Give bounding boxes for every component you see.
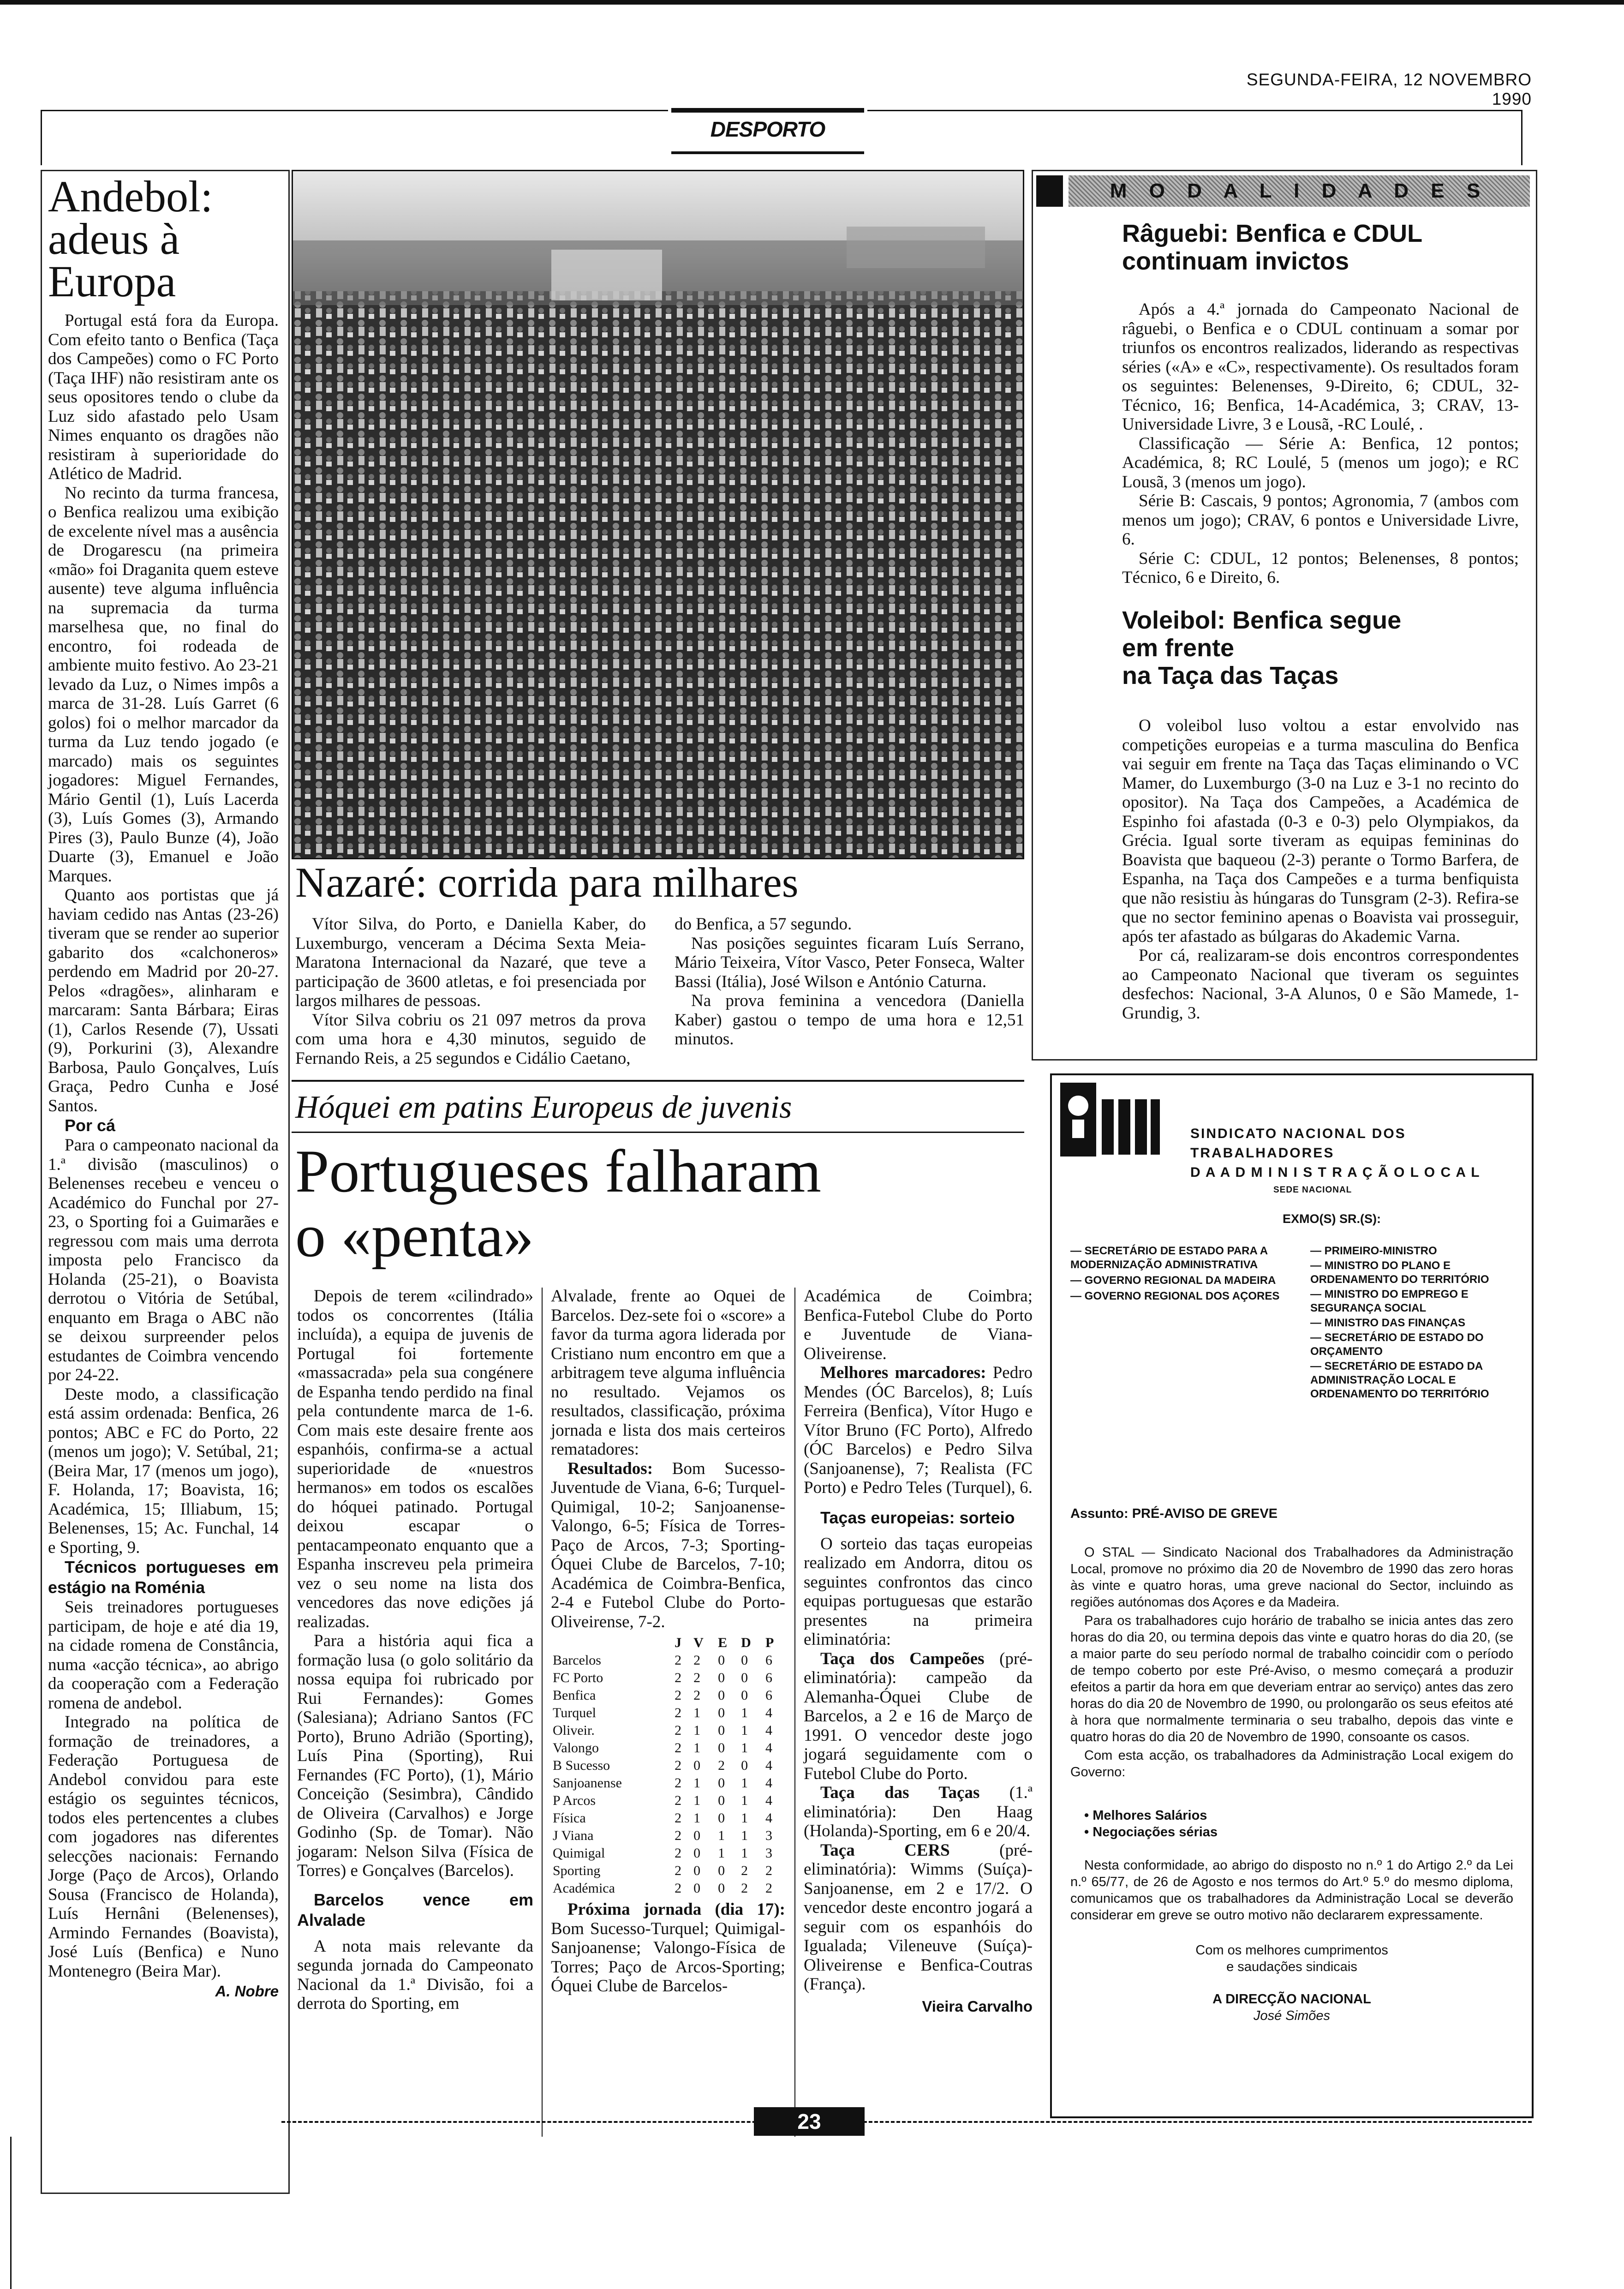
nazare-paragraph: Vítor Silva, do Porto, e Daniella Kaber, do Luxemburgo, venceram a Décima Sexta Meia-Maratona Internacional da Nazaré, que teve a participação de 3600 atletas, e foi presenciada por largos milhares de pessoas.	[295, 915, 646, 1010]
stal-org-line: SINDICATO NACIONAL DOS TRABALHADORES	[1190, 1126, 1406, 1161]
hoquei-results	[551, 1459, 785, 1632]
standings-value: 4	[765, 1705, 772, 1720]
volley-paragraph: O voleibol luso voltou a estar envolvido nas competições europeias e a turma masculina do Benfica vai seguir em frente na Taça das Taças eliminando o VC Mamer, do Luxemburgo (3-0 na Luz e 3-1 no recinto do opositor). Na Taça dos Campeões, a Académica de Espinho foi afastada (0-3 e 0-3) pelo Olympiakos, da Grécia. Igual sorte tiveram as equipas femininas do Boavista que baqueou (2-3) perante o Tormo Barfera, de Espanha, na Taça dos Campeões e a turma benfiquista que não resistiu às húngaras do Tunsgram (2-3). Refira-se que no sector feminino apenas o Boavista vai prosseguir, após ter afastado as búlgaras do Akademic Varna.	[1122, 716, 1519, 946]
standings-value: 0	[718, 1653, 725, 1668]
andebol-body	[48, 311, 279, 1981]
banner-strip	[1069, 175, 1530, 207]
standings-header-cell	[551, 1634, 673, 1652]
stal-recipient: — MINISTRO DO EMPREGO E SEGURANÇA SOCIAL	[1310, 1288, 1469, 1314]
standings-row	[551, 1652, 785, 1669]
standings-value: 2	[675, 1846, 682, 1861]
section-banner	[671, 108, 864, 154]
stal-signature	[1070, 1991, 1513, 2024]
taca-cers	[804, 1841, 1033, 1994]
modalidades-banner	[1036, 175, 1530, 207]
standings-value: 4	[765, 1775, 772, 1791]
standings-row	[551, 1669, 785, 1687]
standings-value: 2	[693, 1670, 701, 1685]
standings-team: Sanjoanense	[553, 1775, 622, 1791]
standings-table	[551, 1634, 785, 1897]
standings-value: 1	[693, 1793, 701, 1808]
standings-row	[551, 1862, 785, 1880]
volley-story	[1122, 606, 1519, 689]
page-number-text: 23	[797, 2109, 821, 2133]
stal-logo-icon	[1060, 1083, 1162, 1166]
standings-header-cell: J	[675, 1635, 682, 1650]
standings-value: 2	[675, 1793, 682, 1808]
andebol-byline-text: A. Nobre	[215, 1983, 279, 2000]
standings-value: 2	[765, 1863, 772, 1878]
rugby-headline-line: continuam invictos	[1122, 247, 1349, 275]
nazare-col2	[675, 915, 1024, 1049]
hoquei-byline	[804, 1997, 1033, 2016]
standings-value: 1	[741, 1810, 748, 1826]
nazare-headline: Nazaré: corrida para milhares	[295, 859, 799, 906]
standings-value: 1	[693, 1740, 701, 1756]
stal-regards	[1070, 1942, 1513, 1975]
standings-header-cell: D	[741, 1635, 751, 1650]
standings-row	[551, 1880, 785, 1897]
stal-recipients-right	[1310, 1244, 1513, 1401]
taca-cers-label: Taça CERS	[820, 1840, 950, 1860]
rugby-headline-line: Râguebi: Benfica e CDUL	[1122, 220, 1423, 247]
standings-value: 1	[718, 1828, 725, 1843]
standings-value: 0	[693, 1846, 701, 1861]
standings-value: 0	[693, 1758, 701, 1773]
stal-subject: Assunto: PRÉ-AVISO DE GREVE	[1070, 1506, 1278, 1521]
standings-value: 2	[675, 1653, 682, 1668]
hoquei-subheading: Taças europeias: sorteio	[820, 1508, 1015, 1527]
rugby-paragraph: Série B: Cascais, 9 pontos; Agronomia, 7 (ambos com menos um jogo); CRAV, 6 pontos e Universidade Livre, 6.	[1122, 491, 1519, 549]
next-round-label: Próxima jornada (dia 17):	[567, 1900, 785, 1919]
taca-campeoes	[804, 1649, 1033, 1784]
hoquei-col3	[804, 1287, 1033, 2016]
frame-left	[41, 110, 42, 165]
bottom-left-mark	[10, 2137, 12, 2289]
standings-value: 6	[765, 1688, 772, 1703]
scorers-text: Pedro Mendes (ÓC Barcelos), 8; Luís Ferreira (Benfica), Vítor Hugo e Vítor Bruno (FC Porto), Alfredo (ÓC Barcelos) e Pedro Silva (Sanjoanense), 7; Realista (FC Porto) e Pedro Teles (Turquel), 6.	[804, 1363, 1033, 1497]
hoquei-subheading: Barcelos vence em Alvalade	[297, 1890, 533, 1929]
standings-value: 6	[765, 1670, 772, 1685]
standings-value: 0	[718, 1740, 725, 1756]
andebol-subheading: Por cá	[65, 1116, 116, 1135]
standings-team: P Arcos	[553, 1793, 596, 1808]
scorers-label: Melhores marcadores:	[820, 1363, 986, 1382]
standings-header	[551, 1634, 785, 1652]
stal-org-line: SEDE NACIONAL	[1273, 1185, 1352, 1195]
hoquei-paragraph: A nota mais relevante da segunda jornada do Campeonato Nacional da 1.ª Divisão, foi a derrota do Sporting, em	[297, 1936, 533, 2013]
standings-value: 2	[675, 1723, 682, 1738]
standings-value: 2	[693, 1653, 701, 1668]
rugby-headline	[1122, 220, 1519, 275]
next-round-text: Bom Sucesso-Turquel; Quimigal-Sanjoanense; Valongo-Física de Torres; Paço de Arcos-Sporting; Óquei Clube de Barcelos-	[551, 1919, 785, 1995]
volley-headline-line: em frente	[1122, 634, 1235, 662]
andebol-paragraph: Quanto aos portistas que já haviam cedido nas Antas (23-26) tiveram que se render ao superior gabarito dos «calchoneros» perdendo em Madrid por 20-27. Pelos «dragões», alinharam e marcaram: Santa Bárbara; Eiras (1), Carlos Resende (7), Ussati (9), Porkurini (3), Alexandre Barbosa, Paulo Gonçalves, Luís Graça, Pedro Cunha e José Santos.	[48, 886, 279, 1115]
stal-demand: • Melhores Salários	[1084, 1808, 1207, 1823]
nazare-paragraph: Nas posições seguintes ficaram Luís Serrano, Mário Teixeira, Vítor Vasco, Peter Fonseca, Walter Bassi (Itália), José Wilson e António Caturna.	[675, 934, 1024, 991]
nazare-paragraph: Vítor Silva cobriu os 21 097 metros da prova com uma hora e 4,30 minutos, seguido de Fernando Reis, a 25 segundos e Cidálio Caetano,	[295, 1010, 646, 1068]
standings-value: 6	[765, 1653, 772, 1668]
standings-value: 2	[675, 1863, 682, 1878]
nazare-paragraph: do Benfica, a 57 segundo.	[675, 915, 852, 934]
standings-team: Quimigal	[553, 1846, 605, 1861]
hoquei-col2	[551, 1287, 785, 1996]
hoquei-headline-line: Portugueses falharam	[295, 1137, 821, 1205]
hoquei-paragraph: Depois de terem «cilindrado» todos os concorrentes (Itália incluída), a equipa de juvenis de Portugal foi fortemente «massacrada» pela sua congénere de Espanha tendo perdido na final pela contundente marca de 1-6. Com mais este desaire frente aos espanhóis, confirma-se a actual superioridade de «nuestros hermanos» em todos os escalões do hóquei patinado. Portugal deixou escapar o pentacampeonato enquanto que a Espanha inscreveu pela primeira vez o seu nome na lista dos vencedores das nove edições já realizadas.	[297, 1287, 533, 1631]
rugby-story	[1122, 220, 1519, 275]
hoquei-kicker-rule	[292, 1132, 1024, 1133]
stal-logo	[1060, 1083, 1162, 1166]
standings-value: 2	[675, 1828, 682, 1843]
standings-team: Física	[553, 1810, 586, 1826]
standings-value: 0	[718, 1810, 725, 1826]
hoquei-byline-text: Vieira Carvalho	[922, 1997, 1033, 2015]
standings-value: 1	[693, 1705, 701, 1720]
hoquei-paragraph: Para a história aqui fica a formação lusa (o golo solitário da nossa equipa foi rubricado por Rui Fernandes): Gomes (Salesiana); Adriano Santos (FC Porto), Bruno Adrião (Sporting), Luís Pina (Sporting), Rui Fernandes (FC Porto), (1), Mário Conceição (Sesimbra), Cândido de Oliveira (Carvalhos) e Jorge Godinho (Sp. de Tomar). Não jogaram: Nelson Silva (Física de Torres) e Gonçalves (Barcelos).	[297, 1631, 533, 1880]
stal-paragraph: Para os trabalhadores cujo horário de trabalho se inicia antes das zero horas do dia 20, ou termina depois das vinte e quatro horas do dia 20, (se a maior parte do seu período normal de trabalho coincidir com o período de tempo coberto por este Pré-Aviso, o mesmo começará a produzir efeitos a partir da hora em que deveriam entrar ao serviço) antes das zero horas do dia 20 de Novembro de 1990, ou prolongarão os seus efeitos até à hora que normalmente terminaria o seu trabalho, depois das vinte e quatro horas do dia 20 de Novembro de 1990, consoante os casos.	[1070, 1613, 1513, 1744]
next-round	[551, 1900, 785, 1996]
taca-campeoes-text: (pré-eliminatória): campeão da Alemanha-Óquei Clube de Barcelos, a 2 e 16 de Março de 1991. O vencedor deste jogo jogará seguidamente com o Futebol Clube do Porto.	[804, 1649, 1033, 1783]
standings-team: Barcelos	[553, 1653, 601, 1668]
frame-top-right	[867, 110, 1522, 111]
hoquei-paragraph: Académica de Coimbra; Benfica-Futebol Clube do Porto e Juventude de Viana-Oliveirense.	[804, 1287, 1033, 1363]
nazare-col1	[295, 915, 646, 1068]
standings-body	[551, 1652, 785, 1897]
andebol-paragraph: Integrado na política de formação de treinadores, a Federação Portuguesa de Andebol convidou para este estágio os seguintes técnicos, todos eles pertencentes a clubes com jogadores nas diferentes selecções nacionais: Fernando Jorge (Paço de Arcos), Orlando Sousa (Francisco de Holanda), Luís Hernâni (Belenenses), Armindo Fernandes (Boavista), José Luís (Benfica) e Nuno Montenegro (Beira Mar).	[48, 1713, 279, 1981]
nazare-bottom-rule	[292, 1080, 1024, 1082]
andebol-headline: Andebol: adeus à Europa	[48, 172, 213, 306]
standings-team: Sporting	[553, 1863, 601, 1878]
standings-team: Turquel	[553, 1705, 596, 1720]
standings-value: 2	[741, 1863, 748, 1878]
stal-org-line: D A A D M I N I S T R A Ç Ã O L O C A L	[1190, 1165, 1481, 1180]
standings-header-cell: E	[718, 1635, 728, 1650]
hoquei-headline	[295, 1139, 1015, 1268]
standings-row	[551, 1774, 785, 1792]
standings-value: 0	[718, 1705, 725, 1720]
stal-salutation: EXMO(S) SR.(S):	[1283, 1212, 1381, 1226]
andebol-article	[48, 172, 279, 2000]
frame-top-left	[41, 110, 668, 111]
stal-recipient: — SECRETÁRIO DE ESTADO PARA A MODERNIZAÇÃO ADMINISTRATIVA	[1070, 1245, 1268, 1271]
standings-value: 1	[693, 1810, 701, 1826]
andebol-paragraph: Para o campeonato nacional da 1.ª divisão (masculinos) o Belenenses recebeu e venceu o Académico do Funchal por 27-23, o Sporting foi a Guimarães e regressou com mais uma derrota imposta pelo Francisco da Holanda (25-21), o Boavista derrotou o Vitória de Setúbal, enquanto em Braga o ABC não se deixou surpreender pelos estudantes de Coimbra vencendo por 24-22.	[48, 1136, 279, 1384]
rugby-paragraph: Classificação — Série A: Benfica, 12 pontos; Académica, 8; RC Loulé, 5 (menos um jogo); e RC Lousã, 3 (menos um jogo).	[1122, 434, 1519, 491]
nazare-story	[295, 859, 1024, 905]
stal-regards-line: e saudações sindicais	[1226, 1959, 1357, 1974]
standings-value: 0	[718, 1723, 725, 1738]
andebol-subheading: Técnicos portugueses em estágio na Roménia	[48, 1558, 279, 1597]
issue-date: SEGUNDA-FEIRA, 12 NOVEMBRO 1990	[1246, 70, 1532, 108]
standings-row	[551, 1845, 785, 1862]
standings-value: 0	[718, 1881, 725, 1896]
standings-value: 1	[693, 1775, 701, 1791]
standings-value: 0	[718, 1775, 725, 1791]
standings-row	[551, 1792, 785, 1810]
top-edge-rule	[0, 0, 1624, 5]
taca-tacas	[804, 1783, 1033, 1841]
results-text: Bom Sucesso-Juventude de Viana, 6-6; Turquel-Quimigal, 10-2; Sanjoanense-Valongo, 6-5; Física de Torres-Paço de Arcos, 7-3; Sporting-Óquei Clube de Barcelos, 7-10; Académica de Coimbra-Benfica, 2-4 e Futebol Clube do Porto-Oliveirense, 7-2.	[551, 1459, 785, 1631]
taca-cers-text: (pré-eliminatória): Wimms (Suíça)-Sanjoanense, em 2 e 17/2. O vencedor deste encontro jogará a seguir com os espanhóis do Igualada; Vileneuve (Suíça)-Oliveirense e Benfica-Coutras (França).	[804, 1840, 1033, 1994]
stal-letterhead	[1190, 1124, 1522, 1198]
volley-headline-line: Voleibol: Benfica segue	[1122, 606, 1402, 634]
standings-team: Benfica	[553, 1688, 596, 1703]
standings-value: 2	[675, 1670, 682, 1685]
standings-value: 0	[741, 1688, 748, 1703]
standings-value: 0	[718, 1688, 725, 1703]
standings-value: 0	[693, 1881, 701, 1896]
standings-value: 4	[765, 1723, 772, 1738]
stal-recipient: — GOVERNO REGIONAL DOS AÇORES	[1070, 1290, 1280, 1302]
standings-value: 2	[765, 1881, 772, 1896]
rugby-paragraph: Após a 4.ª jornada do Campeonato Nacional de râguebi, o Benfica e o CDUL continuam a somar por triunfos os encontros realizados, liderando as respectivas séries («A» e «C», respectivamente). Os resultados foram os seguintes: Belenenses, 9-Direito, 6; CDUL, 32-Técnico, 16; Benfica, 14-Académica, 3; CRAV, 13-Universidade Livre, 3 e Lousã, -RC Loulé, .	[1122, 300, 1519, 434]
standings-row	[551, 1739, 785, 1757]
standings-team: Oliveir.	[553, 1723, 595, 1738]
standings-value: 2	[718, 1758, 725, 1773]
standings-value: 2	[675, 1810, 682, 1826]
marathon-photo	[292, 170, 1024, 859]
standings-value: 2	[675, 1881, 682, 1896]
standings-row	[551, 1687, 785, 1704]
standings-value: 0	[718, 1793, 725, 1808]
standings-value: 1	[741, 1775, 748, 1791]
volley-headline	[1122, 606, 1519, 689]
stal-signatory-org: A DIRECÇÃO NACIONAL	[1212, 1992, 1371, 2007]
stal-paragraph: Nesta conformidade, ao abrigo do disposto no n.º 1 do Artigo 2.º da Lei n.º 65/77, de 26 de Agosto e nos termos do Art.º 5.º do mesmo diploma, comunicamos que os trabalhadores da Administração Local se deverão considerar em greve se outro motivo não declararem expressamente.	[1070, 1858, 1513, 1923]
banner-square	[1036, 175, 1063, 207]
stal-recipient: — SECRETÁRIO DE ESTADO DA ADMINISTRAÇÃO LOCAL E ORDENAMENTO DO TERRITÓRIO	[1310, 1360, 1489, 1400]
stal-demand: • Negociações sérias	[1084, 1825, 1218, 1840]
standings-value: 1	[741, 1723, 748, 1738]
hoquei-kicker	[295, 1089, 1015, 1126]
standings-value: 1	[693, 1723, 701, 1738]
standings-value: 2	[741, 1881, 748, 1896]
standings-value: 0	[693, 1863, 701, 1878]
hoquei-kicker-text: Hóquei em patins Europeus de juvenis	[295, 1090, 792, 1125]
andebol-paragraph: Portugal está fora da Europa. Com efeito tanto o Benfica (Taça dos Campeões) como o FC Porto (Taça IHF) não resistiram ante os seus opositores tendo o clube da Luz sido afastado pelo Usam Nimes enquanto os dragões não resistiram à superioridade do Atlético de Madrid.	[48, 311, 279, 483]
standings-row	[551, 1810, 785, 1827]
standings-value: 0	[718, 1670, 725, 1685]
hoquei-headline-line: o «penta»	[295, 1202, 534, 1270]
section-title: DESPORTO	[710, 117, 825, 141]
standings-value: 2	[675, 1688, 682, 1703]
stal-signatory-name: José Simões	[1253, 2008, 1330, 2023]
standings-value: 4	[765, 1810, 772, 1826]
standings-header-cell: P	[765, 1635, 774, 1650]
taca-campeoes-label: Taça dos Campeões	[820, 1649, 985, 1668]
stal-recipient: — MINISTRO DO PLANO E ORDENAMENTO DO TERRITÓRIO	[1310, 1259, 1489, 1286]
col-divider	[794, 1288, 795, 2137]
standings-row	[551, 1722, 785, 1739]
standings-value: 3	[765, 1846, 772, 1861]
standings-team: Académica	[553, 1881, 615, 1896]
standings-team: B Sucesso	[553, 1758, 610, 1773]
andebol-byline	[48, 1983, 279, 2000]
stal-body	[1070, 1544, 1513, 2024]
hoquei-paragraph: Alvalade, frente ao Oquei de Barcelos. Dez-sete foi o «score» a favor da turma agora liderada por Cristiano num encontro em que a arbitragem teve alguma influência no resultado. Vejamos os resultados, classificação, próxima jornada e lista dos mais certeiros rematadores:	[551, 1287, 785, 1459]
standings-value: 2	[693, 1688, 701, 1703]
standings-value: 4	[765, 1758, 772, 1773]
results-label: Resultados:	[567, 1459, 653, 1478]
crowd-of-runners-image	[293, 171, 1023, 858]
andebol-paragraph: No recinto da turma francesa, o Benfica realizou uma exibição de excelente nível mas a ausência de Drogarescu (na primeira «mão» foi Draganita quem esteve ausente) teve alguma influência na supremacia da turma marselhesa que, no final do encontro, foi rodeada de ambiente muito festivo. Ao 23-21 levado da Luz, o Nimes impôs a marca de 31-28. Luís Garret (6 golos) foi o melhor marcador da turma da Luz tendo jogado (e marcado) mais os seguintes jogadores: Miguel Fernandes, Mário Gentil (1), Luís Lacerda (3), Luís Gomes (3), Armando Pires (3), Paulo Bunze (4), João Duarte (3), Emanuel e João Marques.	[48, 483, 279, 886]
standings-row	[551, 1704, 785, 1722]
standings-value: 1	[741, 1846, 748, 1861]
standings-value: 2	[675, 1775, 682, 1791]
page-number	[754, 2107, 865, 2136]
banner-text: M O D A L I D A D E S	[1110, 180, 1489, 202]
stal-recipient: — SECRETÁRIO DE ESTADO DO ORÇAMENTO	[1310, 1331, 1484, 1358]
standings-value: 3	[765, 1828, 772, 1843]
volley-body	[1122, 716, 1519, 1023]
volley-headline-line: na Taça das Taças	[1122, 662, 1339, 689]
standings-value: 0	[741, 1670, 748, 1685]
standings-value: 2	[675, 1740, 682, 1756]
hoquei-paragraph: O sorteio das taças europeias realizado em Andorra, ditou os seguintes confrontos das cinco equipas portuguesas que estarão presentes na primeira eliminatória:	[804, 1534, 1033, 1649]
rugby-paragraph: Série C: CDUL, 12 pontos; Belenenses, 8 pontos; Técnico, 6 e Direito, 6.	[1122, 549, 1519, 587]
stal-paragraph: O STAL — Sindicato Nacional dos Trabalhadores da Administração Local, promove no próximo dia 20 de Novembro de 1990 das zero horas às vinte e quatro horas, uma greve nacional do Sector, incluindo as regiões autónomas dos Açores e da Madeira.	[1070, 1545, 1513, 1610]
taca-tacas-label: Taça das Taças	[820, 1783, 980, 1802]
standings-value: 0	[718, 1863, 725, 1878]
standings-value: 0	[741, 1653, 748, 1668]
standings-value: 1	[741, 1740, 748, 1756]
stal-demands	[1084, 1807, 1513, 1840]
frame-right	[1521, 110, 1522, 165]
hoquei-col1	[297, 1287, 533, 2013]
andebol-paragraph: Seis treinadores portugueses participam, de hoje e até dia 19, na cidade romena de Constância, numa «acção técnica», ao abrigo da cooperação com a Federação romena de andebol.	[48, 1598, 279, 1713]
stal-recipient: — MINISTRO DAS FINANÇAS	[1310, 1317, 1466, 1329]
standings-team: FC Porto	[553, 1670, 603, 1685]
stal-recipient: — GOVERNO REGIONAL DA MADEIRA	[1070, 1274, 1276, 1287]
standings-header-cell: V	[693, 1635, 704, 1650]
volley-paragraph: Por cá, realizaram-se dois encontros correspondentes ao Campeonato Nacional que tiveram os seguintes desfechos: Nacional, 3-A Alunos, 0 e São Mamede, 1-Grundig, 3.	[1122, 946, 1519, 1023]
hoquei-scorers	[804, 1363, 1033, 1498]
rugby-body	[1122, 300, 1519, 587]
standings-value: 0	[693, 1828, 701, 1843]
standings-value: 4	[765, 1793, 772, 1808]
standings-value: 4	[765, 1740, 772, 1756]
stal-regards-line: Com os melhores cumprimentos	[1195, 1943, 1388, 1958]
standings-value: 0	[741, 1758, 748, 1773]
standings-row	[551, 1757, 785, 1774]
stal-recipients-left	[1070, 1244, 1301, 1303]
taca-tacas-text: (1.ª eliminatória): Den Haag (Holanda)-Sporting, em 6 e 20/4.	[804, 1783, 1033, 1840]
standings-team: Valongo	[553, 1740, 599, 1756]
stal-recipient: — PRIMEIRO-MINISTRO	[1310, 1245, 1437, 1257]
standings-row	[551, 1827, 785, 1845]
standings-value: 2	[675, 1705, 682, 1720]
standings-value: 1	[741, 1705, 748, 1720]
nazare-paragraph: Na prova feminina a vencedora (Daniella Kaber) gastou o tempo de uma hora e 12,51 minutos.	[675, 991, 1024, 1049]
standings-value: 2	[675, 1758, 682, 1773]
footer-dashed-rule	[281, 2121, 1532, 2123]
standings-value: 1	[718, 1846, 725, 1861]
standings-value: 1	[741, 1793, 748, 1808]
andebol-paragraph: Deste modo, a classificação está assim ordenada: Benfica, 26 pontos; ABC e FC do Porto, 22 (menos um jogo); V. Setúbal, 21; (Beira Mar, 17 (menos um jogo), F. Holanda, 17; Boavista, 16; Académica, 15; Illiabum, 15; Belenenses, 15; Ac. Funchal, 14 e Sporting, 9.	[48, 1384, 279, 1557]
standings-team: J Viana	[553, 1828, 594, 1843]
col-divider	[542, 1288, 543, 2137]
standings-value: 1	[741, 1828, 748, 1843]
stal-paragraph: Com esta acção, os trabalhadores da Administração Local exigem do Governo:	[1070, 1748, 1513, 1780]
